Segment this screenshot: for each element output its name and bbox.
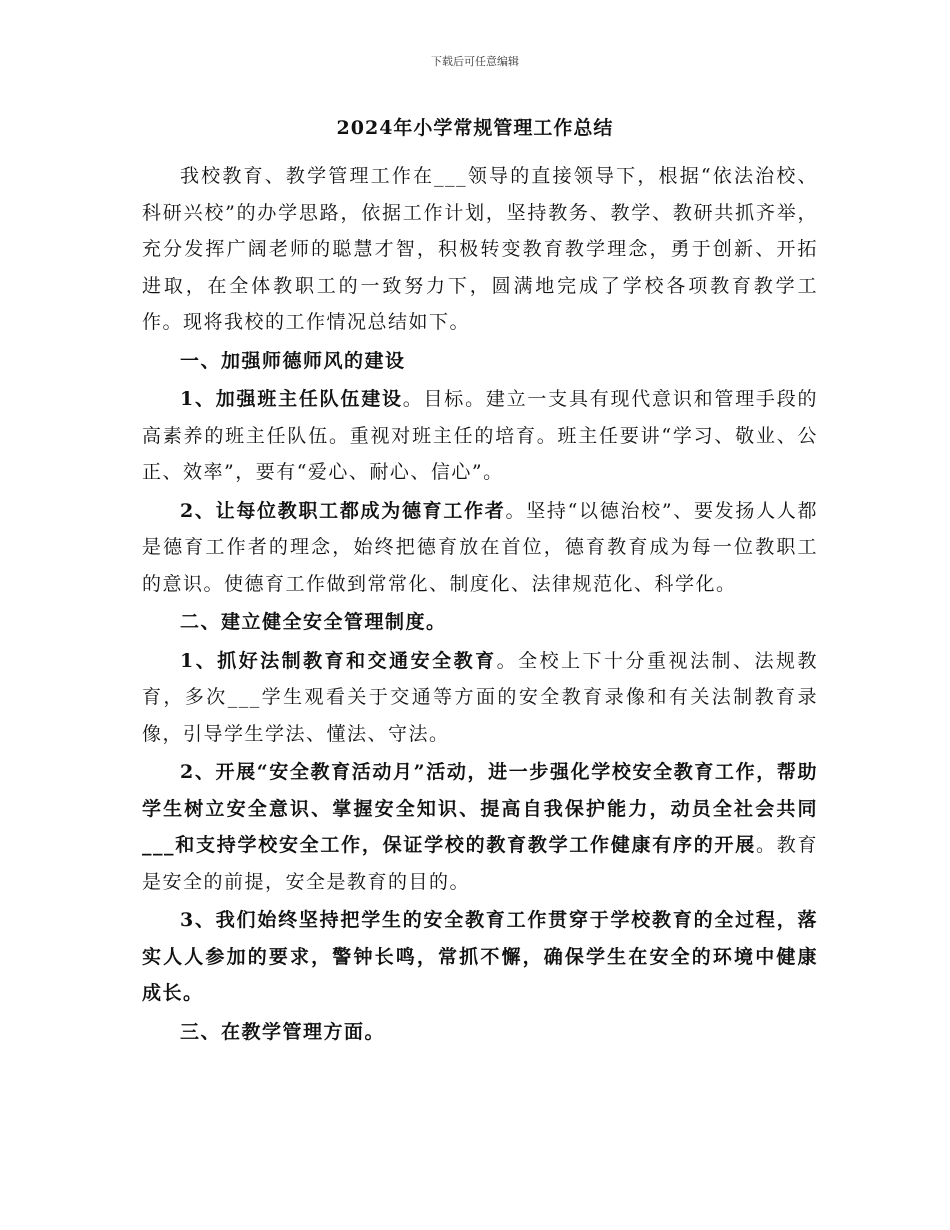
document-title: 2024年小学常规管理工作总结 (336, 117, 614, 139)
paragraph-1-2: 2、让每位教职工都成为德育工作者。坚持“以德治校”、要发扬人人都是德育工作者的理念，始终把德育放在首位，德育教育成为每一位教职工的意识。使德育工作做到常常化、制度化、法律规范化、科学化。 (142, 499, 818, 595)
section-heading-3: 三、在教学管理方面。 (180, 1020, 386, 1043)
document-body (142, 158, 818, 1050)
intro-paragraph: 我校教育、教学管理工作在___领导的直接领导下，根据“依法治校、科研兴校”的办学思路，依据工作计划，坚持教务、教学、教研共抓齐举，充分发挥广阔老师的聪慧才智，积极转变教育教学理念，勇于创新、开拓进取，在全体教职工的一致努力下，圆满地完成了学校各项教育教学工作。现将我校的工作情况总结如下。 (142, 165, 818, 333)
section-heading-1: 一、加强师德师风的建设 (180, 349, 406, 372)
paragraph-2-3: 3、我们始终坚持把学生的安全教育工作贯穿于学校教育的全过程，落实人人参加的要求，警钟长鸣，常抓不懈，确保学生在安全的环境中健康成长。 (142, 909, 818, 1004)
paragraph-2-2: 2、开展“安全教育活动月”活动，进一步强化学校安全教育工作，帮助学生树立安全意识、掌握安全知识、提高自我保护能力，动员全社会共同___和支持学校安全工作，保证学校的教育教学工作健康有序的开展。教育是安全的前提，安全是教育的目的。 (142, 761, 818, 893)
section-heading-2: 二、建立健全安全管理制度。 (180, 611, 447, 633)
paragraph-1-1: 1、加强班主任队伍建设。目标。建立一支具有现代意识和管理手段的高素养的班主任队伍。重视对班主任的培育。班主任要讲“学习、敬业、公正、效率”，要有“爱心、耐心、信心”。 (142, 388, 818, 483)
page-header-note: 下载后可任意编辑 (431, 55, 519, 68)
paragraph-2-1: 1、抓好法制教育和交通安全教育。全校上下十分重视法制、法规教育，多次___学生观看关于交通等方面的安全教育录像和有关法制教育录像，引导学生学法、懂法、守法。 (142, 649, 818, 745)
